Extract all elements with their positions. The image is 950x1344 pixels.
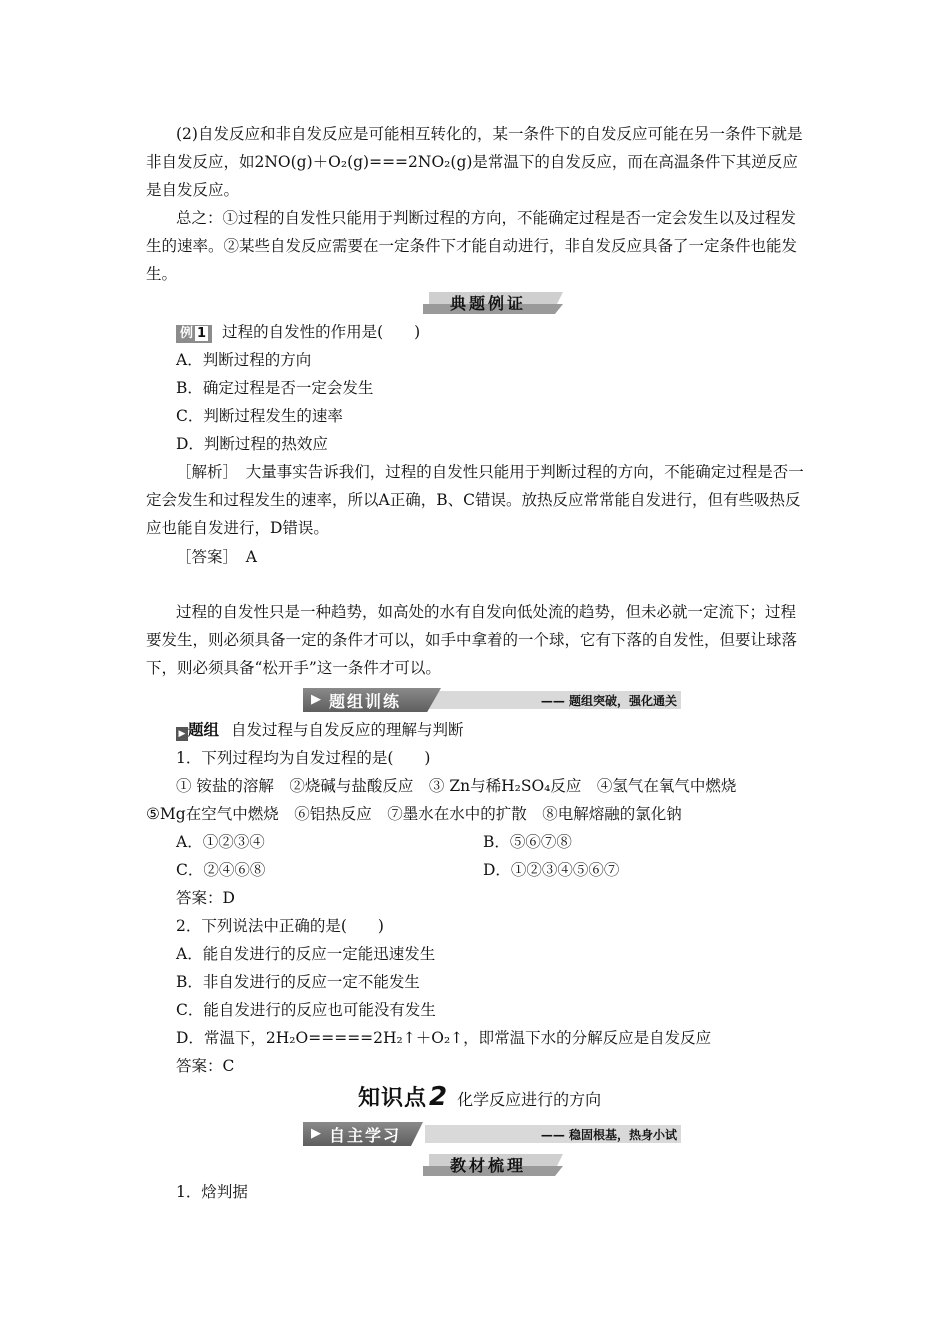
group-title: 自发过程与自发反应的理解与判断 (231, 721, 464, 739)
group-heading (176, 716, 464, 744)
example-badge: 例 1 (176, 325, 212, 343)
section-bar-self-study (303, 1122, 681, 1146)
tip-paragraph: 过程的自发性只是一种趋势，如高处的水有自发向低处流的趋势，但未必就一定流下；过程要发生，则必须具备一定的条件才可以，如手中拿着的一个球，它有下落的自发性，但要让球落下，则必须具备“松开手”这一条件才可以。 (146, 603, 798, 677)
example-option-b: B．确定过程是否一定会发生 (176, 379, 374, 397)
q1-option-d: D．①②③④⑤⑥⑦ (483, 861, 620, 879)
q1-option-b: B．⑤⑥⑦⑧ (483, 833, 572, 851)
knowledge-point-number: 2 (429, 1082, 448, 1112)
q2-stem: 2．下列说法中正确的是( ) (176, 917, 384, 935)
summary-paragraph: 总之：①过程的自发性只能用于判断过程的方向，不能确定过程是否一定会发生以及过程发生的速率。②某些自发反应需要在一定条件下才能自动进行，非自发反应具备了一定条件也能发生。 (146, 209, 798, 283)
q2-option-d: D．常温下，2H₂O=====2H₂↑＋O₂↑，即常温下水的分解反应是自发反应 (176, 1029, 712, 1047)
play-square-icon: ▶ (176, 727, 188, 741)
section-bar-subtitle: —— 题组突破，强化通关 (540, 694, 677, 708)
ribbon-material (423, 1152, 563, 1176)
q2-option-a: A．能自发进行的反应一定能迅速发生 (176, 945, 436, 963)
example-question: 过程的自发性的作用是( ) (222, 323, 421, 341)
example-answer: ［答案］ A (176, 548, 257, 566)
example-question-line (176, 318, 420, 346)
knowledge-point-label: 知识点 (358, 1086, 428, 1111)
section-bar-training (303, 688, 681, 712)
q2-option-b: B．非自发进行的反应一定不能发生 (176, 973, 420, 991)
paragraph-2: (2)自发反应和非自发反应是可能相互转化的，某一条件下的自发反应可能在另一条件下就是非自发反应，如2NO(g)＋O₂(g)===2NO₂(g)是常温下的自发反应，而在高温条件下其逆反应是自发反应。 (146, 125, 803, 199)
q2-answer: 答案：C (176, 1057, 235, 1075)
example-option-c: C．判断过程发生的速率 (176, 407, 343, 425)
example-option-d: D．判断过程的热效应 (176, 435, 328, 453)
knowledge-point-heading (358, 1081, 601, 1112)
q1-option-c: C．②④⑥⑧ (176, 861, 266, 879)
group-label: 题组 (188, 721, 220, 739)
play-icon: ▶ (311, 1126, 321, 1141)
section-bar-title: 自主学习 (329, 1126, 402, 1145)
q1-items-line2: ⑤Mg在空气中燃烧 ⑥铝热反应 ⑦墨水在水中的扩散 ⑧电解熔融的氯化钠 (146, 805, 682, 823)
example-option-a: A．判断过程的方向 (176, 351, 312, 369)
play-icon: ▶ (311, 692, 321, 707)
section-bar-subtitle: —— 稳固根基，热身小试 (540, 1128, 677, 1142)
example-analysis: ［解析］ 大量事实告诉我们，过程的自发性只能用于判断过程的方向，不能确定过程是否一定会发生和过程发生的速率，所以A正确，B、C错误。放热反应常常能自发进行，但有些吸热反应也能自发进行，D错误。 (146, 463, 804, 537)
ribbon-example-title: 典题例证 (449, 294, 526, 313)
q1-option-a: A．①②③④ (176, 833, 265, 851)
ribbon-material-title: 教材梳理 (449, 1156, 526, 1175)
q1-answer: 答案：D (176, 889, 235, 907)
item-1-heading: 1．焓判据 (176, 1183, 248, 1201)
ribbon-example (423, 290, 563, 314)
q1-items-line1: ① 铵盐的溶解 ②烧碱与盐酸反应 ③ Zn与稀H₂SO₄反应 ④氢气在氧气中燃烧 (176, 777, 737, 795)
q2-option-c: C．能自发进行的反应也可能没有发生 (176, 1001, 436, 1019)
section-bar-title: 题组训练 (329, 692, 402, 711)
knowledge-point-title: 化学反应进行的方向 (457, 1090, 602, 1109)
q1-stem: 1．下列过程均为自发过程的是( ) (176, 749, 431, 767)
